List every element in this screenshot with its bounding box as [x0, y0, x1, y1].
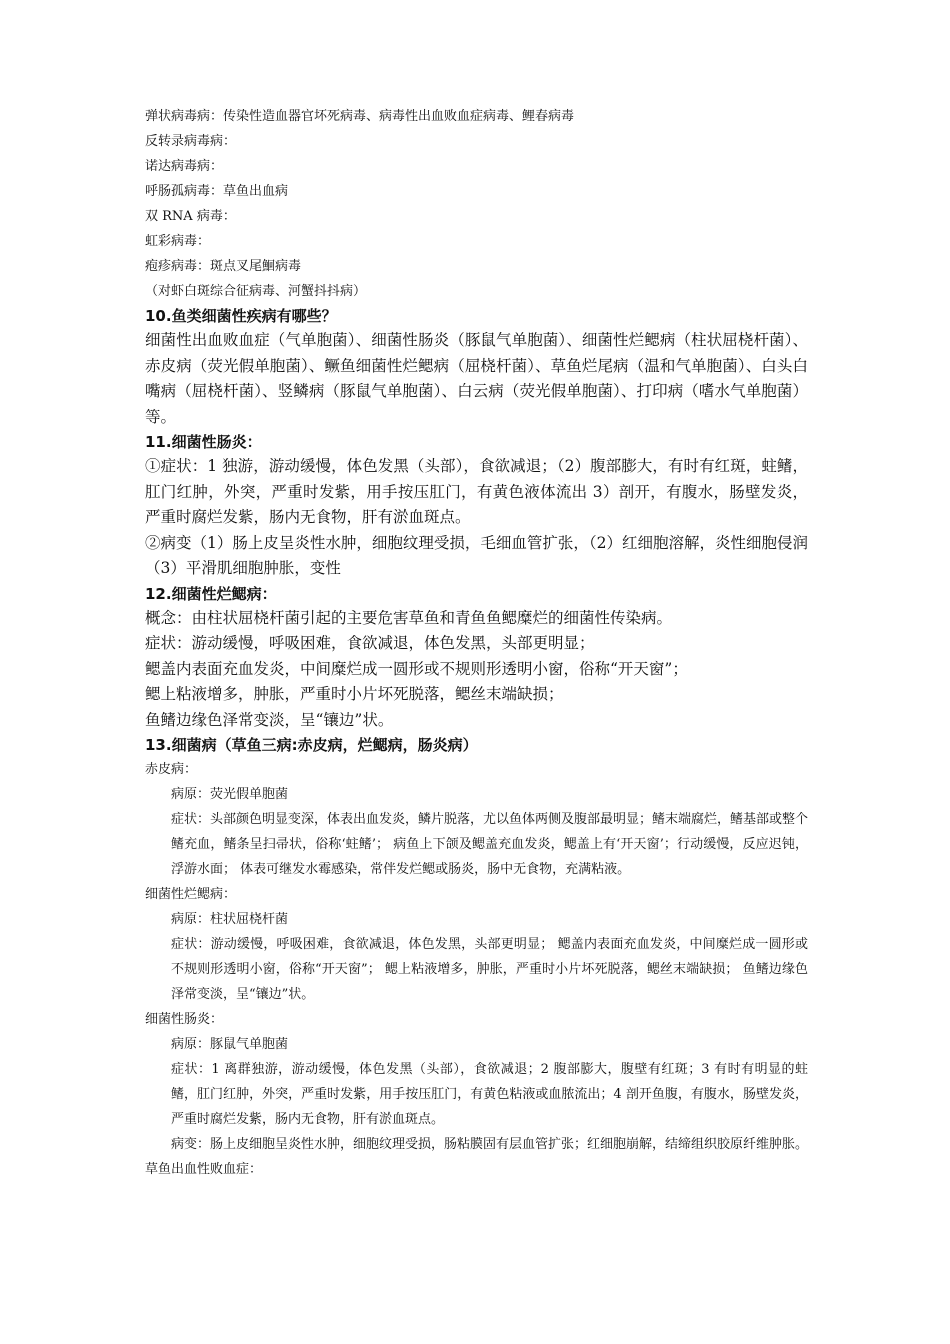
text-line: 反转录病毒病：: [145, 134, 237, 149]
section-heading-q12: 12.细菌性烂鳃病：: [145, 584, 277, 603]
paragraph: 细菌性出血败血症（气单胞菌）、细菌性肠炎（豚鼠气单胞菌）、细菌性烂鳃病（柱状屈桡杆菌）、赤皮病（荧光假单胞菌）、鳜鱼细菌性烂鳃病（屈桡杆菌）、草鱼烂尾病（温和气单胞菌）、白头白嘴病（屈桡杆菌）、竖鳞病（豚鼠气单胞菌）、白云病（荧光假单胞菌）、打印病（嗜水气单胞菌）等。: [145, 331, 808, 426]
subsection-title: 细菌性烂鳃病：: [145, 887, 237, 902]
text-line: 诺达病毒病：: [145, 159, 224, 174]
subsection-title: 细菌性肠炎：: [145, 1012, 224, 1027]
text-line: 鳃盖内表面充血发炎，中间糜烂成一圆形或不规则形透明小窗，俗称“开天窗”；: [145, 659, 688, 678]
pathogen-line: 病原：豚鼠气单胞菌: [171, 1037, 289, 1052]
paragraph: ①症状：1 独游，游动缓慢，体色发黑（头部），食欲减退；（2）腹部膨大，有时有红斑，蛀鳍，肛门红肿，外突，严重时发紫，用手按压肛门，有黄色液体流出 3）剖开，有腹水，肠壁发炎，严重时腐烂发紫，肠内无食物，肝有淤血斑点。: [145, 457, 808, 526]
text-line: （对虾白斑综合征病毒、河蟹抖抖病）: [145, 284, 367, 299]
text-line: 鳃上粘液增多，肿胀，严重时小片坏死脱落，鳃丝末端缺损；: [145, 685, 564, 703]
symptom-paragraph: 症状：游动缓慢，呼吸困难，食欲减退，体色发黑，头部更明显； 鳃盖内表面充血发炎，中间糜烂成一圆形或不规则形透明小窗，俗称“开天窗”； 鳃上粘液增多，肿胀，严重时小片坏死脱落，鳃丝末端缺损； 鱼鳍边缘色泽常变淡，呈“镶边”状。: [171, 937, 808, 1002]
paragraph: ②病变（1）肠上皮呈炎性水肿，细胞纹理受损，毛细血管扩张，（2）红细胞溶解，炎性细胞侵润（3）平滑肌细胞肿胀，变性: [145, 533, 808, 577]
text-line: 弹状病毒病：传染性造血器官坏死病毒、病毒性出血败血症病毒、鲤春病毒: [145, 109, 575, 124]
text-line: 症状：游动缓慢，呼吸困难，食欲减退，体色发黑，头部更明显；: [145, 634, 595, 652]
pathogen-line: 病原：柱状屈桡杆菌: [171, 912, 289, 927]
section-heading-q11: 11.细菌性肠炎：: [145, 433, 262, 451]
symptom-paragraph: 症状：1 离群独游，游动缓慢，体色发黑（头部），食欲减退；2 腹部膨大，腹壁有红斑；3 有时有明显的蛀鳍，肛门红肿，外突，严重时发紫，用手按压肛门，有黄色粘液或血脓流出；4 剖开鱼腹，有腹水，肠壁发炎，严重时腐烂发紫，肠内无食物，肝有淤血斑点。: [171, 1062, 808, 1127]
subsection-title: 草鱼出血性败血症：: [145, 1162, 263, 1177]
text-line: 呼肠孤病毒：草鱼出血病: [145, 184, 289, 199]
text-line: 双 RNA 病毒：: [145, 209, 236, 224]
text-line: 疱疹病毒：斑点叉尾鮰病毒: [145, 259, 302, 274]
pathogen-line: 病原：荧光假单胞菌: [171, 787, 289, 802]
symptom-paragraph: 症状：头部颜色明显变深，体表出血发炎，鳞片脱落，尤以鱼体两侧及腹部最明显；鳍末端腐烂，鳍基部或整个鳍充血，鳍条呈扫帚状，俗称‘蛀鳍’； 病鱼上下颌及鳃盖充血发炎，鳃盖上有‘开天窗’；行动缓慢，反应迟钝，浮游水面； 体表可继发水霉感染，常伴发烂鳃或肠炎，肠中无食物，充满粘液。: [171, 812, 809, 877]
pathology-paragraph: 病变：肠上皮细胞呈炎性水肿，细胞纹理受损，肠粘膜固有层血管扩张；红细胞崩解，结缔组织胶原纤维肿胀。: [171, 1137, 809, 1152]
text-line: 虹彩病毒：: [145, 234, 211, 249]
text-line: 概念：由柱状屈桡杆菌引起的主要危害草鱼和青鱼鱼鳃糜烂的细菌性传染病。: [145, 608, 673, 627]
section-heading-q10: 10.鱼类细菌性疾病有哪些？: [145, 307, 337, 325]
text-line: 鱼鳍边缘色泽常变淡，呈“镶边”状。: [145, 710, 394, 729]
subsection-title: 赤皮病：: [145, 762, 198, 777]
section-heading-q13: 13.细菌病（草鱼三病:赤皮病，烂鳃病，肠炎病）: [145, 736, 478, 754]
